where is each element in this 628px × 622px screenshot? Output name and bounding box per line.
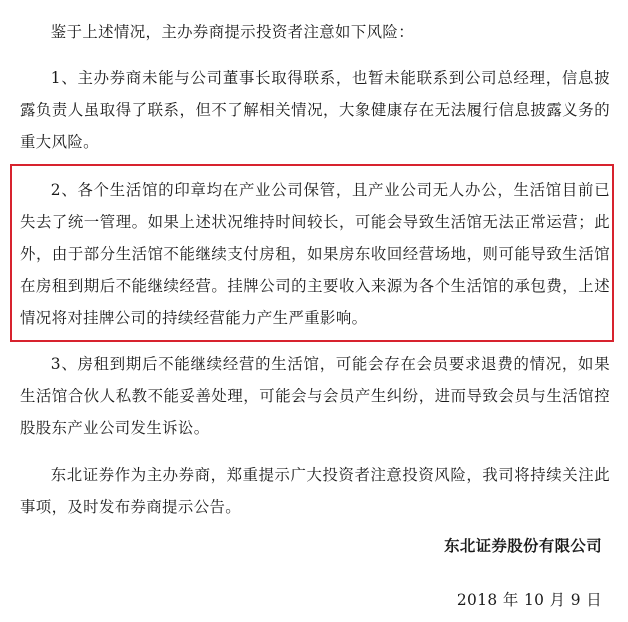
intro-paragraph: 鉴于上述情况，主办券商提示投资者注意如下风险： (50, 23, 414, 41)
risk-item-2: 2、各个生活馆的印章均在产业公司保管，且产业公司无人办公，生活馆目前已失去了统一管理。如果上述状况维持时间较长，可能会导致生活馆无法正常运营；此外，由于部分生活馆不能继续支付房租，如果房东收回经营场地，则可能导致生活馆在房租到期后不能继续经营。挂牌公司的主要收入来源为各个生活馆的承包费，上述情况将对挂牌公司的持续经营能力产生严重影响。 (20, 181, 610, 327)
risk-item-3: 3、房租到期后不能继续经营的生活馆，可能会存在会员要求退费的情况，如果生活馆合伙人私教不能妥善处理，可能会与会员产生纠纷，进而导致会员与生活馆控股股东产业公司发生诉讼。 (20, 355, 610, 437)
company-signature: 东北证券股份有限公司 (444, 537, 602, 555)
closing-paragraph: 东北证券作为主办券商，郑重提示广大投资者注意投资风险，我司将持续关注此事项，及时发布券商提示公告。 (20, 466, 610, 516)
risk-item-1: 1、主办券商未能与公司董事长取得联系，也暂未能联系到公司总经理，信息披露负责人虽取得了联系，但不了解相关情况，大象健康存在无法履行信息披露义务的重大风险。 (20, 69, 610, 151)
announcement-date: 2018 年 10 月 9 日 (456, 591, 602, 609)
